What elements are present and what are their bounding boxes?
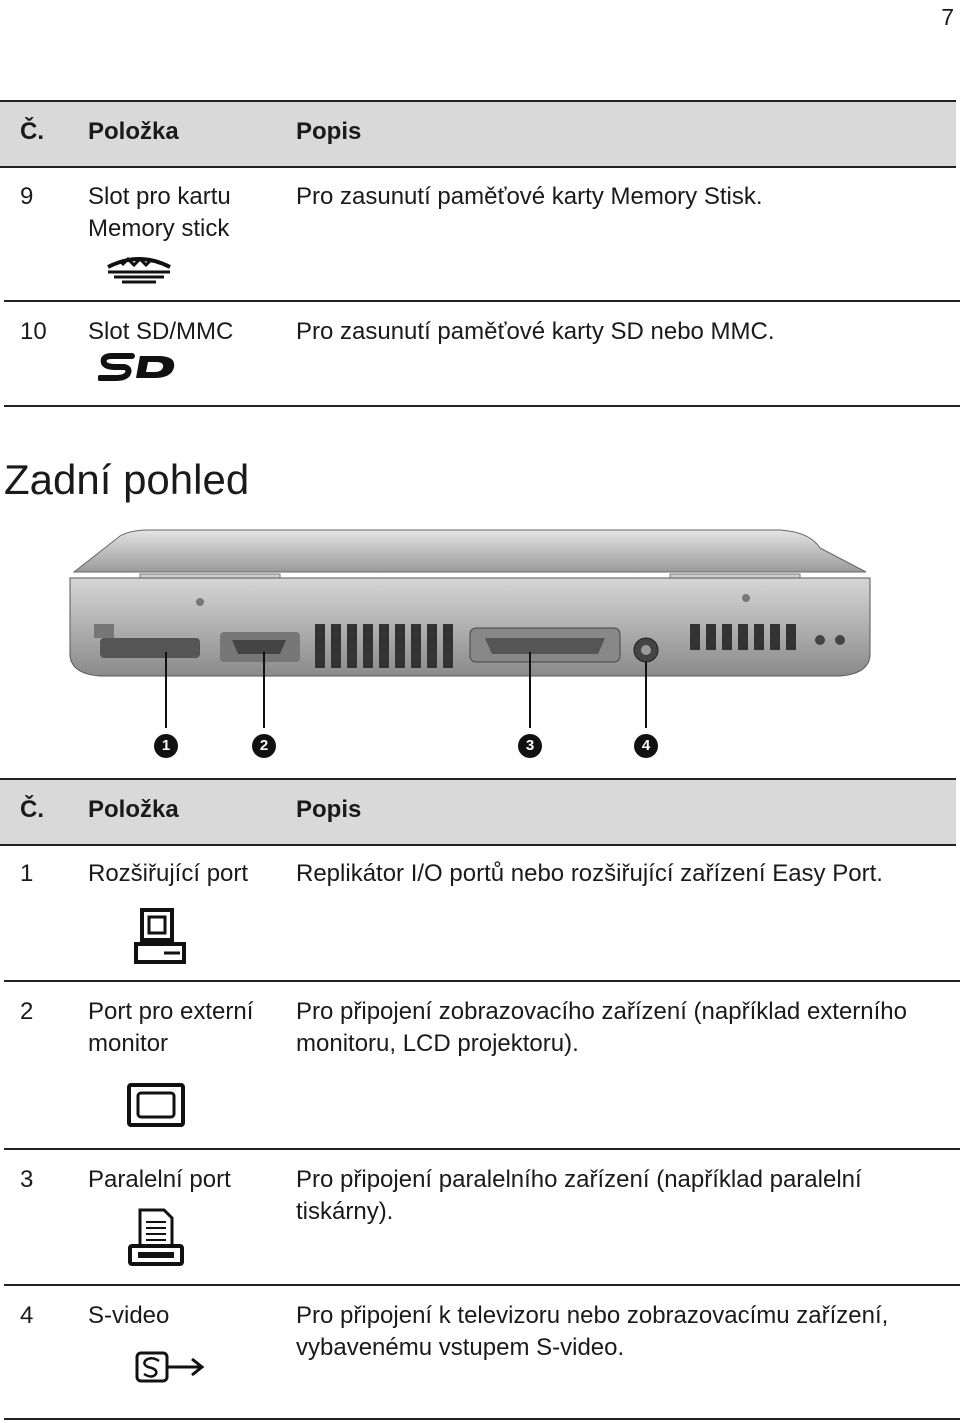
row-desc: Pro zasunutí paměťové karty Memory Stisk. <box>296 183 763 210</box>
table-row <box>0 858 956 976</box>
row-desc: Pro připojení zobrazovacího zařízení (například externího monitoru, LCD projektoru). <box>296 998 908 1057</box>
monitor-icon <box>126 1082 186 1137</box>
table2-header <box>0 778 956 846</box>
header-num: Č. <box>20 118 44 145</box>
row-item: S-video <box>88 1302 170 1329</box>
divider <box>4 1284 960 1286</box>
row-desc: Pro připojení paralelního zařízení (například paralelní tiskárny). <box>296 1166 862 1225</box>
printer-icon <box>126 1206 186 1277</box>
table1-header <box>0 100 956 168</box>
table-row <box>0 316 956 406</box>
row-desc: Pro zasunutí paměťové karty SD nebo MMC. <box>296 318 775 345</box>
divider <box>4 1418 960 1420</box>
callout-1: 1 <box>154 734 178 758</box>
page-number: 7 <box>941 4 954 30</box>
divider <box>4 300 960 302</box>
memory-stick-icon <box>104 253 174 294</box>
row-item: Rozšiřující port <box>88 860 249 887</box>
header-item: Položka <box>88 796 179 823</box>
table-row <box>0 1164 956 1282</box>
laptop-rear-view-image <box>60 528 880 783</box>
divider <box>4 1148 960 1150</box>
row-num: 1 <box>20 860 34 887</box>
s-video-icon <box>134 1350 208 1393</box>
expansion-port-icon <box>132 906 188 975</box>
header-desc: Popis <box>296 118 362 145</box>
row-item: Paralelní port <box>88 1166 231 1193</box>
row-item: Slot pro kartu Memory stick <box>88 183 231 242</box>
table-row <box>0 996 956 1146</box>
row-desc: Replikátor I/O portů nebo rozšiřující zařízení Easy Port. <box>296 860 883 887</box>
header-num: Č. <box>20 796 44 823</box>
sd-card-icon <box>98 352 180 391</box>
row-item: Slot SD/MMC <box>88 318 234 345</box>
row-desc: Pro připojení k televizoru nebo zobrazovacímu zařízení, vybavenému vstupem S-video. <box>296 1302 889 1361</box>
divider <box>4 405 960 407</box>
header-item: Položka <box>88 118 179 145</box>
header-desc: Popis <box>296 796 362 823</box>
section-title: Zadní pohled <box>4 456 250 503</box>
table-row <box>0 181 956 296</box>
row-item: Port pro externí monitor <box>88 998 254 1057</box>
callout-3: 3 <box>518 734 542 758</box>
divider <box>4 980 960 982</box>
table-row <box>0 1300 956 1410</box>
row-num: 2 <box>20 998 34 1025</box>
callout-2: 2 <box>252 734 276 758</box>
row-num: 9 <box>20 183 34 210</box>
row-num: 3 <box>20 1166 34 1193</box>
row-num: 4 <box>20 1302 34 1329</box>
callout-4: 4 <box>634 734 658 758</box>
row-num: 10 <box>20 318 47 345</box>
